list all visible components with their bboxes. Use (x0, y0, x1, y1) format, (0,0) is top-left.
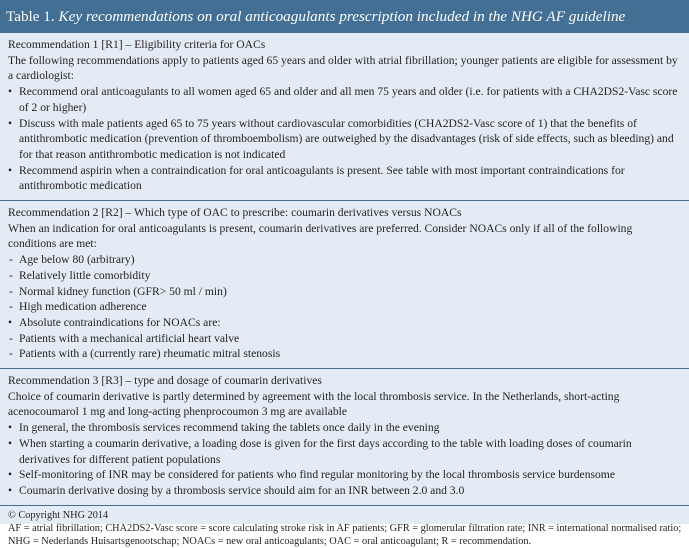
list-item: • When starting a coumarin derivative, a loading dose is given for the first days according to the table with loading doses of coumarin derivatives for different patient populations (8, 436, 683, 467)
abbreviations-note: AF = atrial fibrillation; CHA2DS2-Vasc score = score calculating stroke risk in AF patients; GFR = glomerular filtration rate; INR = international normalised ratio; NHG = Nederlands Huisartsgenootschap; NOACs = new oral anticoagulants; OAC = oral anticoagulant; R = recommendation. (8, 522, 682, 547)
recommendation-1-list (8, 84, 683, 194)
recommendation-1-intro: The following recommendations apply to patients aged 65 years and older with atrial fibrillation; younger patients are eligible for assessment by a cardiologist: (8, 53, 678, 83)
table-caption: Key recommendations on oral anticoagulants prescription included in the NHG AF guideline (58, 8, 626, 25)
recommendation-2-title: Recommendation 2 [R2] – Which type of OAC to prescribe: coumarin derivatives versus NOACs (8, 206, 462, 220)
table-number: Table 1. (6, 8, 59, 25)
recommendation-1-title: Recommendation 1 [R1] – Eligibility criteria for OACs (8, 38, 266, 51)
list-item: - Age below 80 (arbitrary) (8, 252, 683, 268)
table-header (0, 0, 689, 33)
recommendation-3-intro: Choice of coumarin derivative is partly determined by agreement with the local thrombosis service. In the Netherlands, short-acting acenocoumarol 1 mg and long-acting phenprocoumon 3 mg are available (8, 389, 620, 419)
table-footer (0, 506, 689, 548)
conditions-list (8, 252, 683, 362)
recommendation-3-title: Recommendation 3 [R3] – type and dosage of coumarin derivatives (8, 374, 322, 388)
recommendation-2-intro: When an indication for oral anticoagulants is present, coumarin derivatives are preferred. Consider NOACs only if all of the following conditions are met: (8, 221, 633, 251)
list-item: • Recommend aspirin when a contraindication for oral anticoagulants is present. See table with most important contraindications for antithrombotic medication (8, 163, 683, 194)
list-item: • In general, the thrombosis services recommend taking the tablets once daily in the evening (8, 420, 683, 436)
recommendation-1 (0, 33, 689, 200)
recommendation-3-list (8, 420, 683, 499)
list-item: • Recommend oral anticoagulants to all women aged 65 and older and all men 75 years and older (i.e. for patients with a CHA2DS2-Vasc score of 2 or higher) (8, 84, 683, 115)
contraindications-heading: • Absolute contraindications for NOACs are: (8, 315, 683, 331)
list-item: • Discuss with male patients aged 65 to 75 years without cardiovascular comorbidities (CHA2DS2-Vasc score of 1) that the benefits of antithrombotic medication (prevention of thromboembolism) are outweighed by the disadvantages (risk of side effects, such as bleeding) and for that reason antithrombotic medication is not indicated (8, 116, 683, 163)
list-item: - Relatively little comorbidity (8, 268, 683, 284)
recommendation-3 (0, 369, 689, 505)
list-item: • Coumarin derivative dosing by a thrombosis service should aim for an INR between 2.0 and 3.0 (8, 483, 683, 499)
list-item: - Patients with a mechanical artificial heart valve (8, 331, 683, 347)
list-item: - Patients with a (currently rare) rheumatic mitral stenosis (8, 346, 683, 362)
list-item: - Normal kidney function (GFR> 50 ml / min) (8, 284, 683, 300)
recommendation-2 (0, 201, 689, 368)
list-item: - High medication adherence (8, 299, 683, 315)
list-item: • Self-monitoring of INR may be considered for patients who find regular monitoring by the local thrombosis service burdensome (8, 467, 683, 483)
copyright-note: © Copyright NHG 2014 (8, 509, 109, 521)
